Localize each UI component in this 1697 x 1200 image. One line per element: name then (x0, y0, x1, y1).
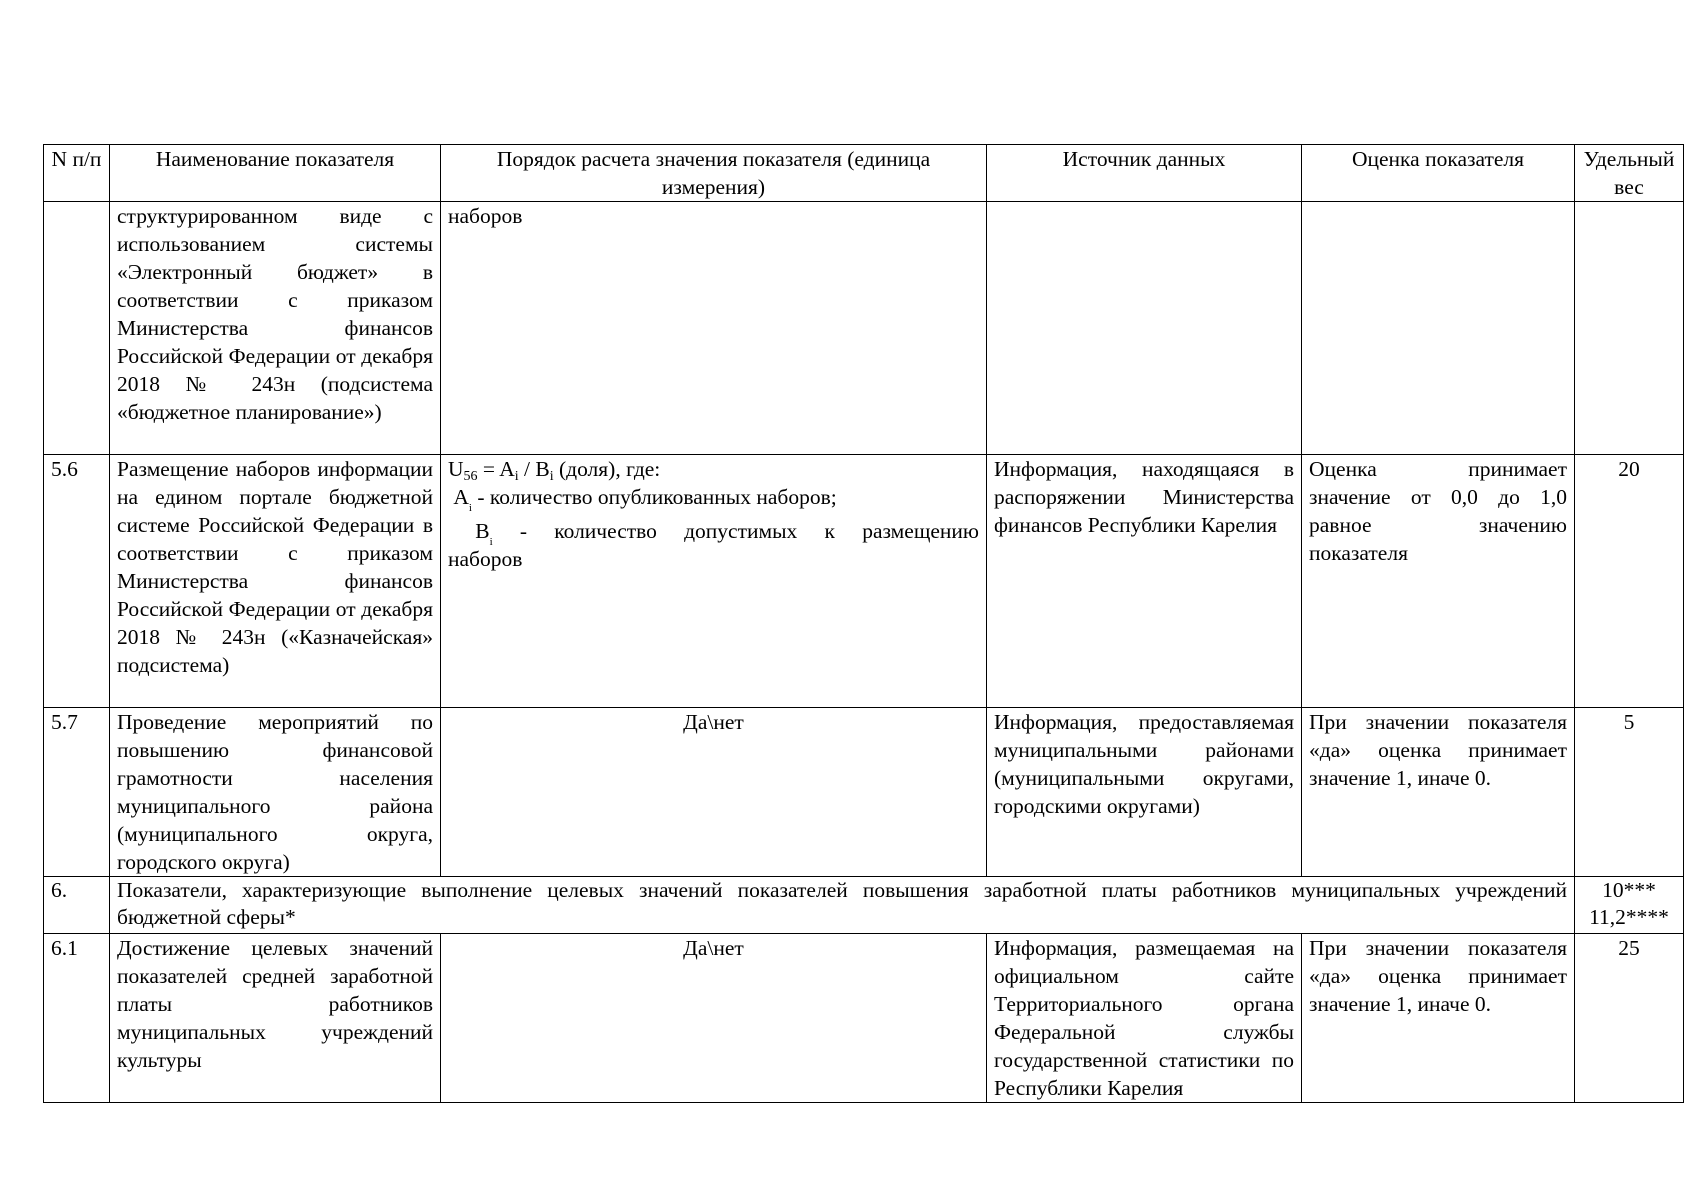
row-calc: Да\нет (441, 708, 987, 877)
header-weight: Удельный вес (1575, 145, 1684, 202)
row-name: Проведение мероприятий по повышению финансовой грамотности населения муниципального района (муниципального округа, городского округа) (110, 708, 441, 877)
row-rating: При значении показателя «да» оценка принимает значение 1, иначе 0. (1302, 934, 1575, 1103)
row-weight: 5 (1575, 708, 1684, 877)
formula-a-definition: $A_i$ - количество опубликованных наборов; (453, 485, 837, 514)
header-num: N п/п (44, 145, 110, 202)
table-row (44, 708, 1684, 877)
row-source (987, 202, 1302, 455)
row-calc (441, 455, 987, 708)
formula-b-tail: наборов (448, 547, 523, 571)
row-weight: 20 (1575, 455, 1684, 708)
section-row (44, 877, 1684, 934)
row-name: Достижение целевых значений показателей средней заработной платы работников муниципальных учреждений культуры (110, 934, 441, 1103)
row-weight: 25 (1575, 934, 1684, 1103)
formula-b-definition: $B_i$ - количество допустимых к размещению (475, 519, 979, 548)
row-source: Информация, размещаемая на официальном сайте Территориального органа Федеральной службы государственной статистики по Республики Карелия (987, 934, 1302, 1103)
section-title: Показатели, характеризующие выполнение целевых значений показателей повышения заработной платы работников муниципальных учреждений бюджетной сферы* (110, 877, 1575, 934)
row-num: 5.6 (44, 455, 110, 708)
indicators-table (43, 144, 1684, 1103)
header-name: Наименование показателя (110, 145, 441, 202)
row-num (44, 202, 110, 455)
row-calc: наборов (441, 202, 987, 455)
table-row (44, 202, 1684, 455)
table-row (44, 455, 1684, 708)
row-name: структурированном виде с использованием системы «Электронный бюджет» в соответствии с приказом Министерства финансов Российской Федерации от декабря 2018 № 243н (подсистема «бюджетное планирование») (110, 202, 441, 455)
row-name: Размещение наборов информации на едином портале бюджетной системе Российской Федерации в соответствии с приказом Министерства финансов Российской Федерации от декабря 2018 № 243н («Казначейская» подсистема) (110, 455, 441, 708)
header-source: Источник данных (987, 145, 1302, 202)
row-num: 5.7 (44, 708, 110, 877)
table-row (44, 934, 1684, 1103)
header-rating: Оценка показателя (1302, 145, 1575, 202)
row-source: Информация, предоставляемая муниципальными районами (муниципальными округами, городскими округами) (987, 708, 1302, 877)
section-weight: 10*** 11,2**** (1575, 877, 1684, 934)
row-weight (1575, 202, 1684, 455)
header-calc: Порядок расчета значения показателя (единица измерения) (441, 145, 987, 202)
row-rating: При значении показателя «да» оценка принимает значение 1, иначе 0. (1302, 708, 1575, 877)
table-header-row (44, 145, 1684, 202)
formula: $U_{56} = A_i / B_i$ (доля), где: (448, 457, 661, 484)
row-source: Информация, находящаяся в распоряжении Министерства финансов Республики Карелия (987, 455, 1302, 708)
row-rating: Оценка принимает значение от 0,0 до 1,0 равное значению показателя (1302, 455, 1575, 708)
row-num: 6.1 (44, 934, 110, 1103)
section-num: 6. (44, 877, 110, 934)
row-rating (1302, 202, 1575, 455)
row-calc: Да\нет (441, 934, 987, 1103)
